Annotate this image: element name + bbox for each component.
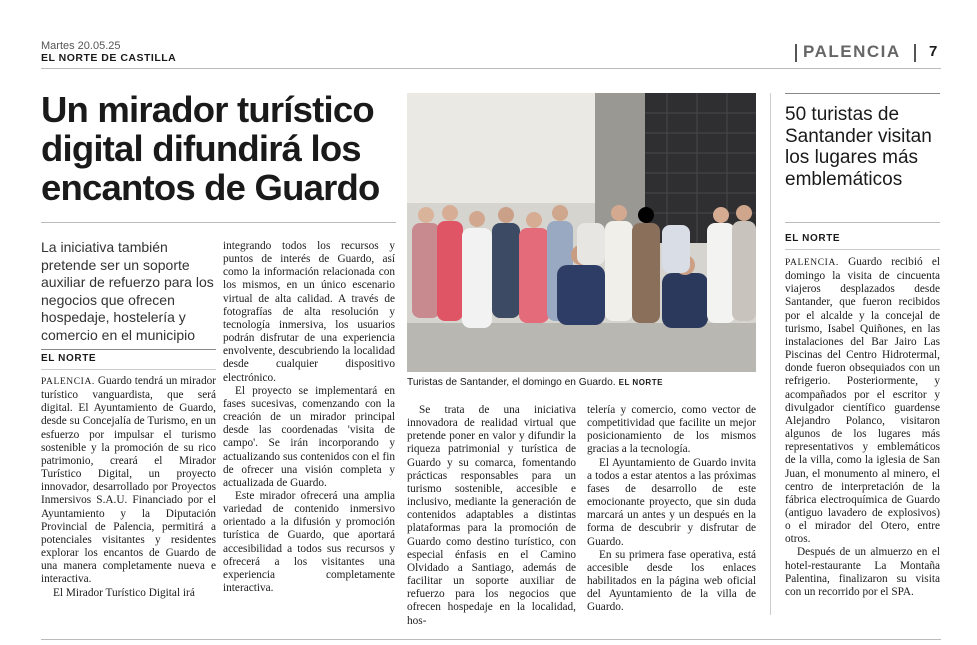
paragraph: El proyecto se implementará en fases sucesivas, comenzando con la creación de un mirador principal desde las coordenadas 'visita de campo'. Se irán incorporando y actualizando sus contenidos con el fin de ofrecer una visión completa y actualizada de Guardo. [223,384,395,489]
main-subhead: La iniciativa también pretende ser un soporte auxiliar de refuerzo para los negocios que ofrecen hospedaje, hostelería y comercio en el municipio [41,239,214,343]
side-rule [785,222,940,223]
paragraph: El Mirador Turístico Digital irá [53,586,195,599]
photo-credit: EL NORTE [618,378,663,387]
column-divider [770,93,771,615]
article-column-2 [223,240,395,595]
side-headline: 50 turistas de Santander visitan los lugares más emblemáticos [785,104,932,190]
paragraph: Guardo tendrá un mirador turístico vanguardista, que será digital. El Ayuntamiento de Guardo, desde su Concejalía de Turismo, en un esfuerzo por impulsar el turismo sostenible y la promoción de su rico patrimonio, creará el Mirador Turístico Digital, un proyecto innovador, desarrollado por Proyectos Inmersivos S.A.U. Financiado por el Ayuntamiento y la Diputación Provincial de Palencia, permitirá a potenciales visitantes y residentes explorar los encantos de Guardo de una manera completamente nueva e interactiva. [41,375,217,586]
newspaper-name: EL NORTE DE CASTILLA [41,52,177,64]
paragraph: Después de un almuerzo en el hotel-restaurante La Montaña Palentina, finalizaron su visita con un recorrido por el SPA. [785,546,940,598]
side-rule [785,93,940,94]
section-divider [795,44,797,62]
byline-rule [41,349,216,350]
paragraph: Se trata de una iniciativa innovadora de realidad virtual que pretende poner en valor y difundir la riqueza patrimonial y turística de Guardo y su comarca, fomentando prácticas responsables para un turismo sostenible, accesible e inclusivo, mediante la generación de contenidos adaptables a distintas plataformas para la promoción de Guardo como destino turístico, con especial énfasis en el Camino Olvidado a Santiago, además de facilitar un soporte auxiliar de refuerzo para los negocios que ofrecen hospedaje en la localidad, hos- [407,404,576,627]
caption-text: Turistas de Santander, el domingo en Guardo. [407,377,616,388]
headline-rule [41,222,396,223]
side-article-body [785,256,940,599]
header-rule [41,68,941,69]
side-byline: EL NORTE [785,233,841,244]
main-byline: EL NORTE [41,353,97,364]
paragraph: integrando todos los recursos y puntos de interés de Guardo, así como la información relacionada con los mismos, en un único escenario virtual de alta calidad. A través de fotografías de alta resolución y tecnología inmersiva, los usuarios podrán disfrutar de una experiencia envolvente, descubriendo la localidad desde cualquier dispositivo electrónico. [223,240,395,384]
byline-rule [785,249,940,250]
photo-caption [407,377,756,388]
paragraph: Este mirador ofrecerá una amplia variedad de contenido inmersivo orientado a la difusión y promoción turística de Guardo, que aportará accesibilidad a todos sus recursos y ofrecerá a los visitantes una experiencia completamente interactiva. [223,489,395,595]
dateline: PALENCIA. [785,258,839,268]
issue-date: Martes 20.05.25 [41,40,121,52]
tourists-group-photo [407,93,756,372]
section-divider [914,44,916,62]
paragraph: En su primera fase operativa, está accesible desde los enlaces habilitados en la página web oficial del Ayuntamiento de la villa de Guardo. [587,548,756,614]
article-column-4 [587,404,756,615]
section-name: PALENCIA [803,42,901,61]
dateline: PALENCIA. [41,377,95,387]
page-number: 7 [929,43,938,60]
paragraph: telería y comercio, como vector de competitividad que facilite un mejor posicionamiento de los mismos gracias a la tecnología. [587,404,756,456]
paragraph: Guardo recibió el domingo la visita de cincuenta viajeros desplazados desde Santander, que fueron recibidos por el alcalde y la concejal de turismo, Isabel Quiñones, en las instalaciones del Bar Jairo Las Piscinas del Centro Hidrotermal, donde fueron obsequiados con un refrigerio. Posteriormente, y acompañados por el escritor y divulgador científico guardense Alejandro Polanco, visitaron algunos de los lugares más representativos y emblemáticos de la villa, como la iglesia de San Juan, el monumento al minero, el centro de interpretación de la fábrica electroquímica de Guardo (antiguo lavadero de explosivos) o el mirador del Otero, entre otros. [785,256,941,546]
article-column-1 [41,375,216,600]
footer-rule [41,639,941,640]
photo-illustration [407,93,756,372]
byline-rule [41,369,216,370]
article-column-3 [407,404,576,628]
paragraph: El Ayuntamiento de Guardo invita a todos a estar atentos a las próximas fases de desarrollo de este emocionante proyecto, que sin duda marcará un antes y un después en la forma de descubrir y disfrutar de Guardo. [587,456,756,548]
main-headline: Un mirador turístico digital difundirá los encantos de Guardo [41,89,380,208]
